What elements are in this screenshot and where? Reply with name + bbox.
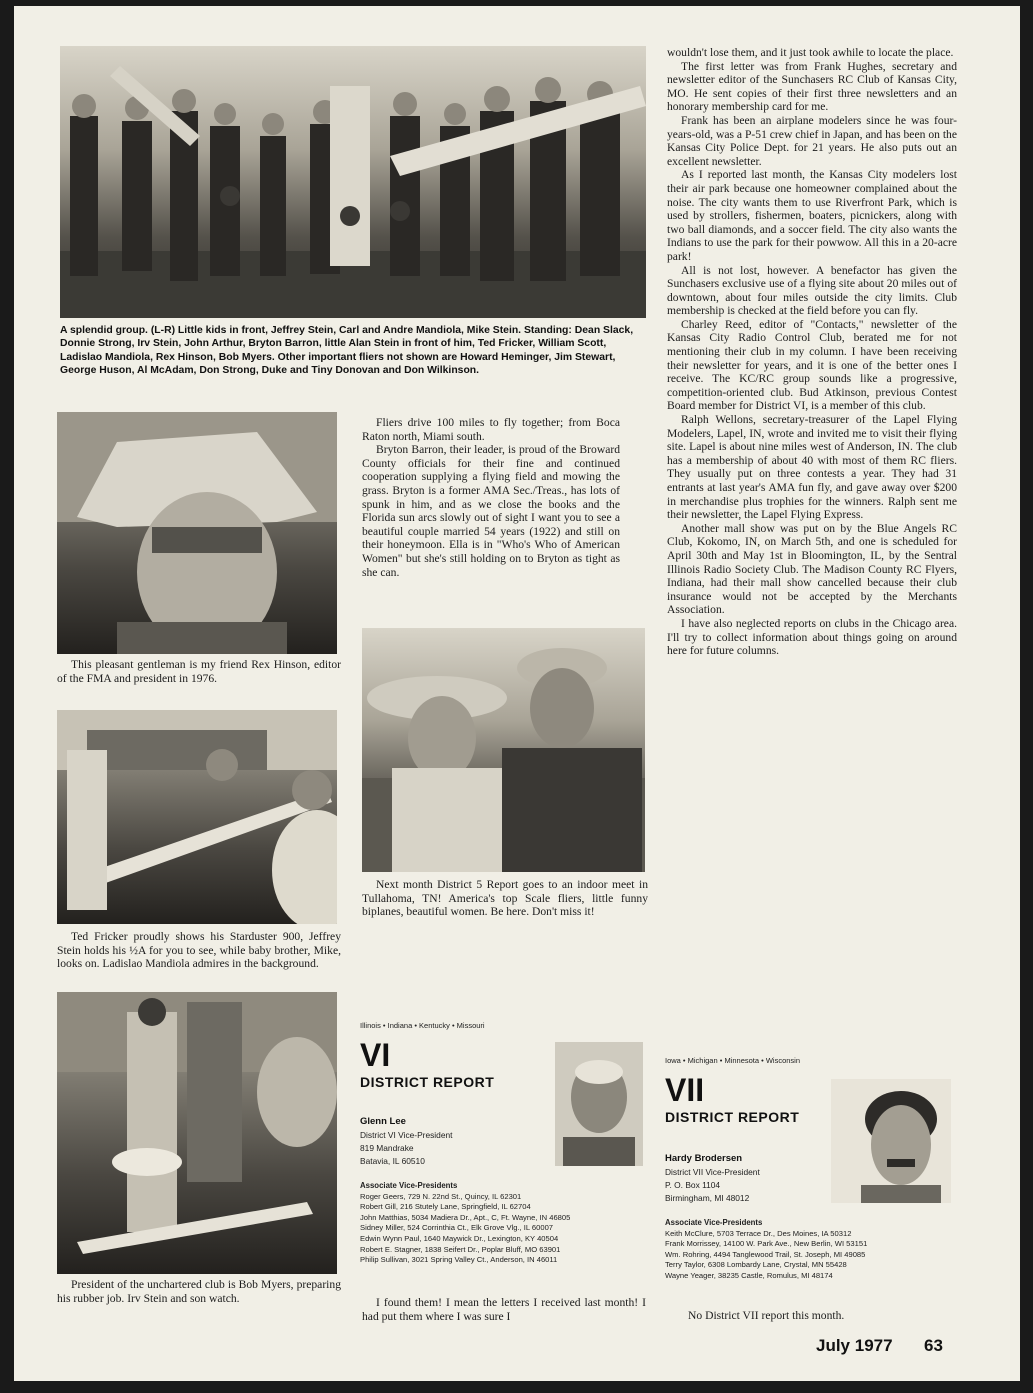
paragraph: wouldn't lose them, and it just took awhile to locate the place. [667, 46, 954, 59]
assoc-heading: Associate Vice-Presidents [360, 1181, 458, 1190]
assoc-line: Philip Sullivan, 3021 Spring Valley Ct., Anderson, IN 46011 [360, 1255, 558, 1265]
paragraph: As I reported last month, the Kansas City modelers lost their air park because one homeowner complained about the noise. The city wants them to use Riverfront Park, which is used by strollers, fishermen, boaters, picnickers, along with two ball diamonds, and a soccer field. The city also wants the Indians to use the park for their powwow. All this in a 20-acre park! [667, 168, 957, 263]
group-photo-art [60, 46, 646, 318]
assoc-line: Roger Geers, 729 N. 22nd St., Quincy, IL 62301 [360, 1191, 522, 1201]
assoc-line: Robert Gill, 216 Stutely Lane, Springfield, IL 62704 [360, 1202, 531, 1212]
footer-issue: July 1977 [816, 1336, 893, 1355]
hinson-caption: This pleasant gentleman is my friend Rex Hinson, editor of the FMA and president in 1976. [57, 658, 341, 685]
paragraph: Bryton Barron, their leader, is proud of the Broward County officials for their fine and continued cooperation supplying a flying field and mowing the grass. Bryton is a former AMA Sec./Treas., has lots of spunk in him, and as we close the books and the Florida sun arcs slowly out of sight I want you to see a beautiful couple married 54 years (1922) and still on their honeymoon. Ella is in "Who's Who of American Women" but she's still holding on to Bryton as tight as she can. [362, 443, 620, 579]
glenn-lee-portrait-art [555, 1042, 643, 1166]
group-caption: A splendid group. (L-R) Little kids in front, Jeffrey Stein, Carl and Andre Mandiola, Mike Stein. Standing: Dean Slack, Donnie Strong, Irv Stein, John Arthur, Bryton Barron, little Alan Stein in front of him, Ted Fricker, William Scott, Ladislao Mandiola, Rex Hinson, Bob Myers. Other important fliers not shown are Howard Heminger, Jim Stewart, George Huson, Al McAdam, Don Strong, Duke and Tiny Donovan and Don Wilkinson. [60, 325, 634, 377]
hardy-brodersen-portrait [831, 1079, 951, 1203]
fricker-photo [57, 710, 337, 924]
paragraph: Fliers drive 100 miles to fly together; from Boca Raton north, Miami south. [362, 416, 620, 443]
middle-column-text [362, 416, 620, 579]
district-7-label: DISTRICT REPORT [665, 1109, 800, 1125]
paragraph: Frank has been an airplane modelers since he was four-years-old, was a P-51 crew chief in Japan, and has been on the Kansas City Police Dept. for 21 years. He also puts out an excellent newsletter. [667, 113, 957, 168]
hinson-photo-art [57, 412, 337, 654]
paragraph: All is not lost, however. A benefactor has given the Sunchasers exclusive use of a flying site about 20 miles out of downtown, about four miles outside the city limits. Club membership is checked at the field before you can fly. [667, 263, 957, 318]
assoc-line: Frank Morrissey, 14100 W. Park Ave., New Berlin, WI 53151 [665, 1239, 868, 1249]
fricker-photo-art [57, 710, 337, 924]
district-7-vp-addr1: P. O. Box 1104 [665, 1180, 721, 1190]
right-column-text [667, 46, 957, 658]
paragraph: Another mall show was put on by the Blue Angels RC Club, Kokomo, IN, on March 5th, and one is scheduled for April 30th and May 1st in Bloomington, IL, by the Sentral Illinois Radio Society Club. The Madison County RC Flyers, Indiana, had their mall show cancelled because their club insurance would not be accepted by the Merchants Association. [667, 521, 957, 617]
assoc-line: Terry Taylor, 6308 Lombardy Lane, Crystal, MN 55428 [665, 1260, 847, 1270]
couple-photo [362, 628, 645, 872]
district-7-numeral: VII [665, 1072, 705, 1108]
district-6-vp-addr1: 819 Mandrake [360, 1143, 414, 1153]
assoc-line: John Matthias, 5034 Madiera Dr., Apt., C, Ft. Wayne, IN 46805 [360, 1212, 571, 1222]
myers-photo [57, 992, 337, 1274]
hinson-photo [57, 412, 337, 654]
district-7-note: No District VII report this month. [688, 1309, 845, 1322]
district-6-numeral: VI [360, 1037, 391, 1073]
paragraph: Ralph Wellons, secretary-treasurer of the Lapel Flying Modelers, Lapel, IN, wrote and invited me to visit their flying site. Lapel is about nine miles west of Anderson, IN. The club has a membership of about 40 with most of them RC fliers. They usually put on three contests a year. They had 31 entrants at last year's AMA fun fly, and gave away over $200 in merchandise plus trophies for the winners. Ralph sent me their newsletter, the Lapel Flying Express. [667, 413, 957, 522]
myers-caption: President of the unchartered club is Bob Myers, preparing his rubber job. Irv Stein and son watch. [57, 1278, 341, 1305]
group-photo [60, 46, 646, 318]
district-6-label: DISTRICT REPORT [360, 1074, 495, 1090]
assoc-line: Edwin Wynn Paul, 1640 Maywick Dr., Lexington, KY 40504 [360, 1233, 559, 1243]
magazine-page [14, 6, 1020, 1381]
couple-caption: Next month District 5 Report goes to an indoor meet in Tullahoma, TN! America's top Scale fliers, little funny biplanes, beautiful women. Be here. Don't miss it! [362, 878, 648, 919]
footer-page-number: 63 [924, 1336, 943, 1355]
paragraph: The first letter was from Frank Hughes, secretary and newsletter editor of the Sunchasers RC Club of Kansas City, MO. He sent copies of their first three newsletters and an honorary membership card for me. [667, 59, 957, 114]
district-7-states: Iowa • Michigan • Minnesota • Wisconsin [665, 1056, 801, 1065]
assoc-heading: Associate Vice-Presidents [665, 1218, 763, 1227]
district-7-vp-title: District VII Vice-President [665, 1167, 760, 1177]
assoc-line: Wayne Yeager, 38235 Castle, Romulus, MI 48174 [665, 1270, 833, 1280]
myers-photo-art [57, 992, 337, 1274]
district-7-vp-name: Hardy Brodersen [665, 1153, 743, 1164]
district-7-vp-addr2: Birmingham, MI 48012 [665, 1193, 750, 1203]
hardy-brodersen-portrait-art [831, 1079, 951, 1203]
paragraph: Charley Reed, editor of "Contacts," newsletter of the Kansas City Radio Control Club, berated me for not mentioning their club in my column. I have been receiving their newsletter for years, and it is one of the better ones I receive. The KC/RC group sounds like a progressive, competition-oriented club. Bud Atkinson, previous Contest Board member for District VI, is a member of this club. [667, 317, 957, 413]
district-6-text: I found them! I mean the letters I received last month! I had put them where I was sure I [362, 1296, 646, 1323]
district-6-vp-title: District VI Vice-President [360, 1130, 453, 1140]
district-6-vp-addr2: Batavia, IL 60510 [360, 1156, 425, 1166]
paragraph: I have also neglected reports on clubs in the Chicago area. I'll try to collect information about things going on around here for future columns. [667, 616, 957, 658]
assoc-line: Robert E. Stagner, 1838 Seifert Dr., Poplar Bluff, MO 63901 [360, 1244, 561, 1254]
glenn-lee-portrait [555, 1042, 643, 1166]
couple-photo-art [362, 628, 645, 872]
district-6-assoc-list [360, 1181, 570, 1266]
district-7-assoc-list [665, 1218, 867, 1282]
assoc-line: Keith McClure, 5703 Terrace Dr., Des Moines, IA 50312 [665, 1228, 852, 1238]
fricker-caption: Ted Fricker proudly shows his Starduster 900, Jeffrey Stein holds his ½A for you to see, while baby brother, Mike, looks on. Ladislao Mandiola admires in the background. [57, 930, 341, 971]
district-6-states: Illinois • Indiana • Kentucky • Missouri [360, 1021, 485, 1030]
assoc-line: Sidney Miller, 524 Corrinthia Ct., Elk Grove Vlg., IL 60007 [360, 1223, 554, 1233]
assoc-line: Wm. Rohring, 4494 Tanglewood Trail, St. Joseph, MI 49085 [665, 1249, 866, 1259]
district-6-vp-name: Glenn Lee [360, 1116, 406, 1127]
